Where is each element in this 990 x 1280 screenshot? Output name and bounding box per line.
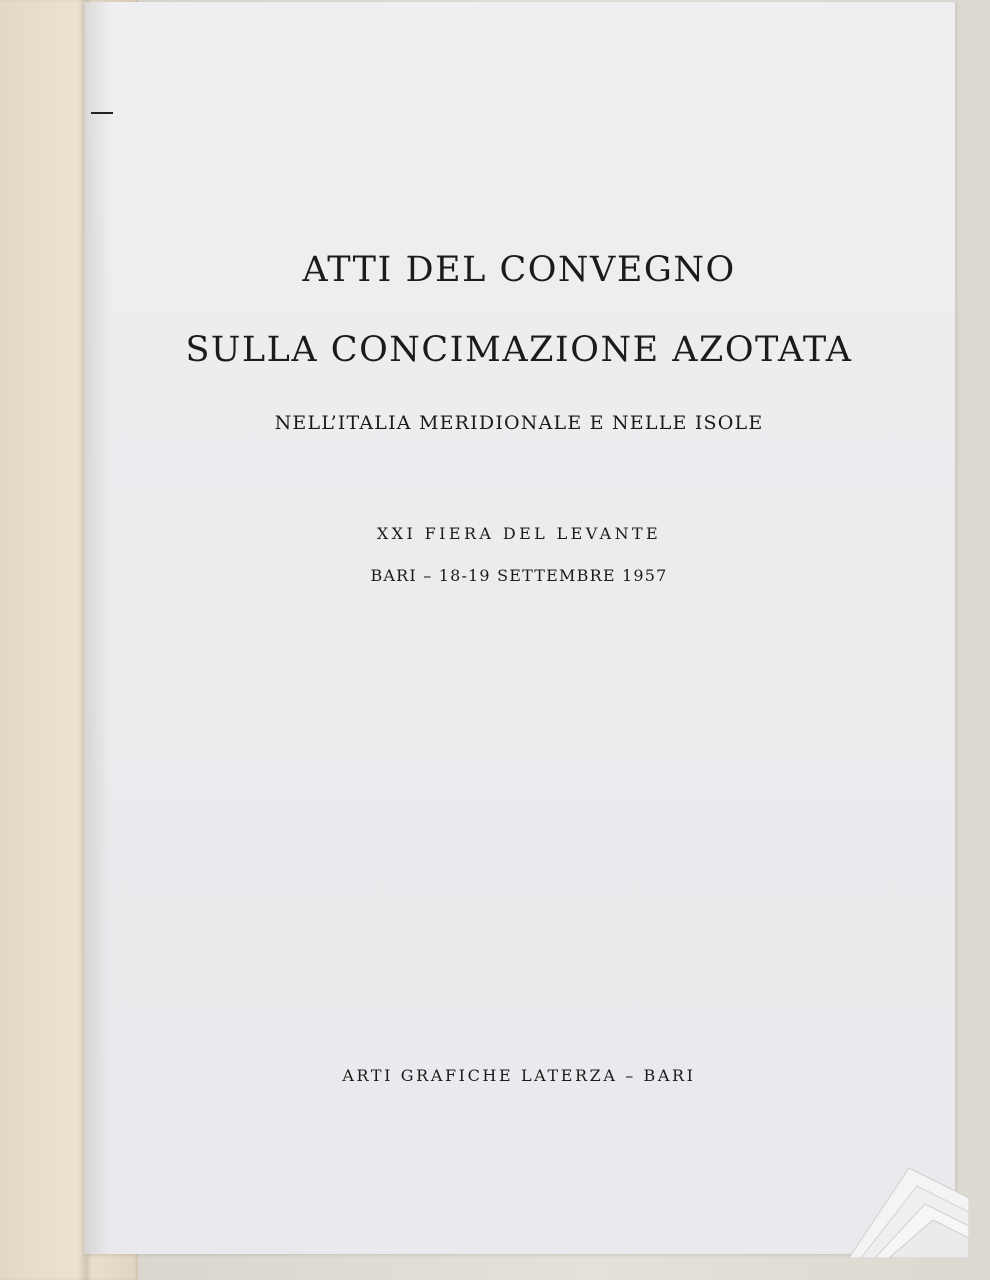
publisher: ARTI GRAFICHE LATERZA – BARI <box>342 1066 696 1085</box>
title-line-1: ATTI DEL CONVEGNO <box>302 250 736 290</box>
margin-mark <box>91 112 113 114</box>
event-name: XXI FIERA DEL LEVANTE <box>376 524 662 543</box>
place-and-date: BARI – 18-19 SETTEMBRE 1957 <box>370 566 668 585</box>
page-corner-curl <box>779 1108 969 1258</box>
title-line-2: SULLA CONCIMAZIONE AZOTATA <box>185 330 853 370</box>
subtitle: NELL’ITALIA MERIDIONALE E NELLE ISOLE <box>274 412 764 434</box>
